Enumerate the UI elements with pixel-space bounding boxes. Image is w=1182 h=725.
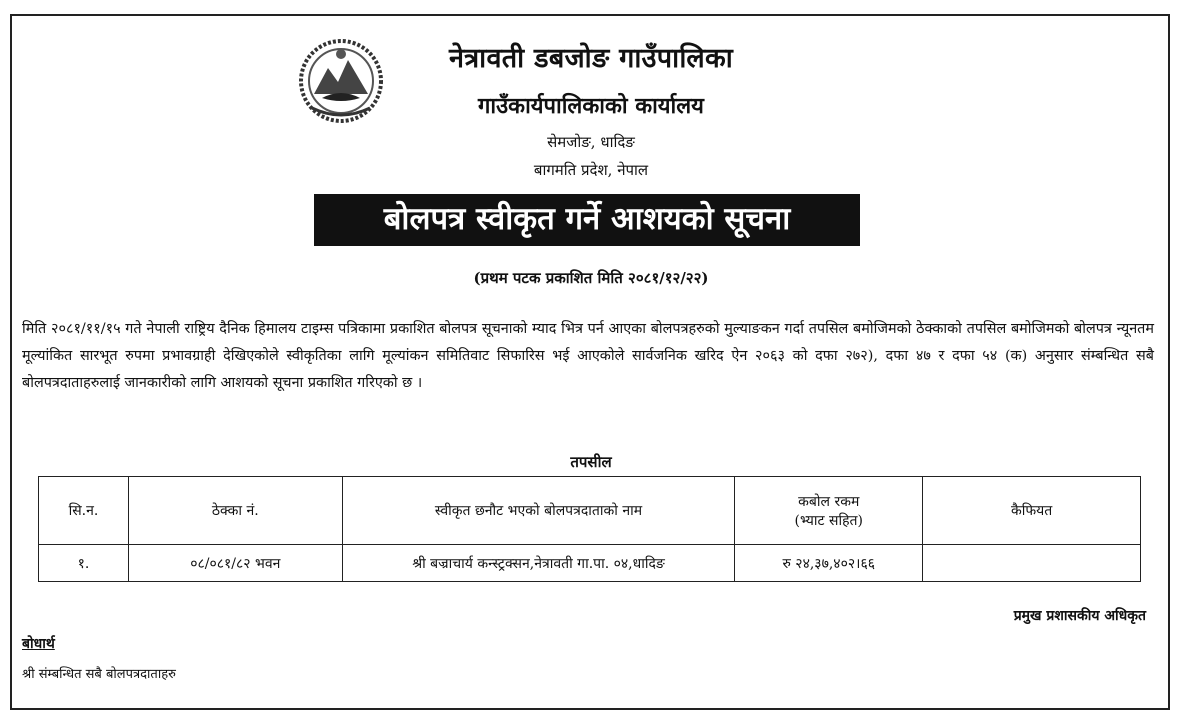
notice-title: बोलपत्र स्वीकृत गर्ने आशयको सूचना (314, 194, 860, 246)
office-name: गाउँकार्यपालिकाको कार्यालय (478, 94, 704, 119)
cell-remarks (923, 545, 1141, 582)
cell-contract-no: ०८/०८१/८२ भवन (128, 545, 342, 582)
cell-amount: रु २४,३७,४०२।६६ (735, 545, 923, 582)
col-header-bidder: स्वीकृत छनौट भएको बोलपत्रदाताको नाम (342, 477, 735, 545)
publication-date: (प्रथम पटक प्रकाशित मिति २०८१/१२/२२) (473, 269, 709, 287)
municipality-name: नेत्रावती डबजोङ गाउँपालिका (448, 43, 733, 74)
amount-header-line1: कबोल रकम (798, 493, 860, 510)
table-caption: तपसील (570, 453, 612, 471)
recipients-line: श्री संम्बन्धित सबै बोलपत्रदाताहरु (22, 667, 176, 682)
col-header-remarks: कैफियत (923, 477, 1141, 545)
bodharth-label: बोधार्थ (22, 636, 55, 652)
office-location: सेमजोङ, धादिङ (547, 133, 635, 151)
col-header-contract-no: ठेक्का नं. (128, 477, 342, 545)
cell-sn: १. (39, 545, 129, 582)
award-table (38, 476, 1141, 582)
province-name: बागमति प्रदेश, नेपाल (533, 161, 649, 179)
cell-bidder: श्री बज्राचार्य कन्स्ट्रक्सन,नेत्रावती गा.पा. ०४,धादिङ (342, 545, 735, 582)
col-header-sn: सि.न. (39, 477, 129, 545)
col-header-amount (735, 477, 923, 545)
notice-body: मिति २०८१/११/१५ गते नेपाली राष्ट्रिय दैनिक हिमालय टाइम्स पत्रिकामा प्रकाशित बोलपत्र सूचनाको म्याद भित्र पर्न आएका बोलपत्रहरुको मुल्याङकन गर्दा तपसिल बमोजिमको ठेक्काको तपसिल बमोजिमको बोलपत्र न्यूनतम मूल्यांकित सारभूत रुपमा प्रभावग्राही देखिएकोले स्वीकृतिका लागि मूल्यांकन समितिवाट सिफारिस भई आएकोले सार्वजनिक खरिद ऐन २०६३ को दफा २७२), दफा ४७ र दफा ५४ (क) अनुसार संम्बन्धित सबै बोलपत्रदाताहरुलाई जानकारीको लागि आशयको सूचना प्रकाशित गरिएको छ । (22, 321, 1154, 391)
table-header-row (39, 477, 1141, 545)
amount-header-line2: (भ्याट सहित) (794, 512, 863, 529)
signer-title: प्रमुख प्रशासकीय अधिकृत (1013, 608, 1146, 624)
table-row (39, 545, 1141, 582)
